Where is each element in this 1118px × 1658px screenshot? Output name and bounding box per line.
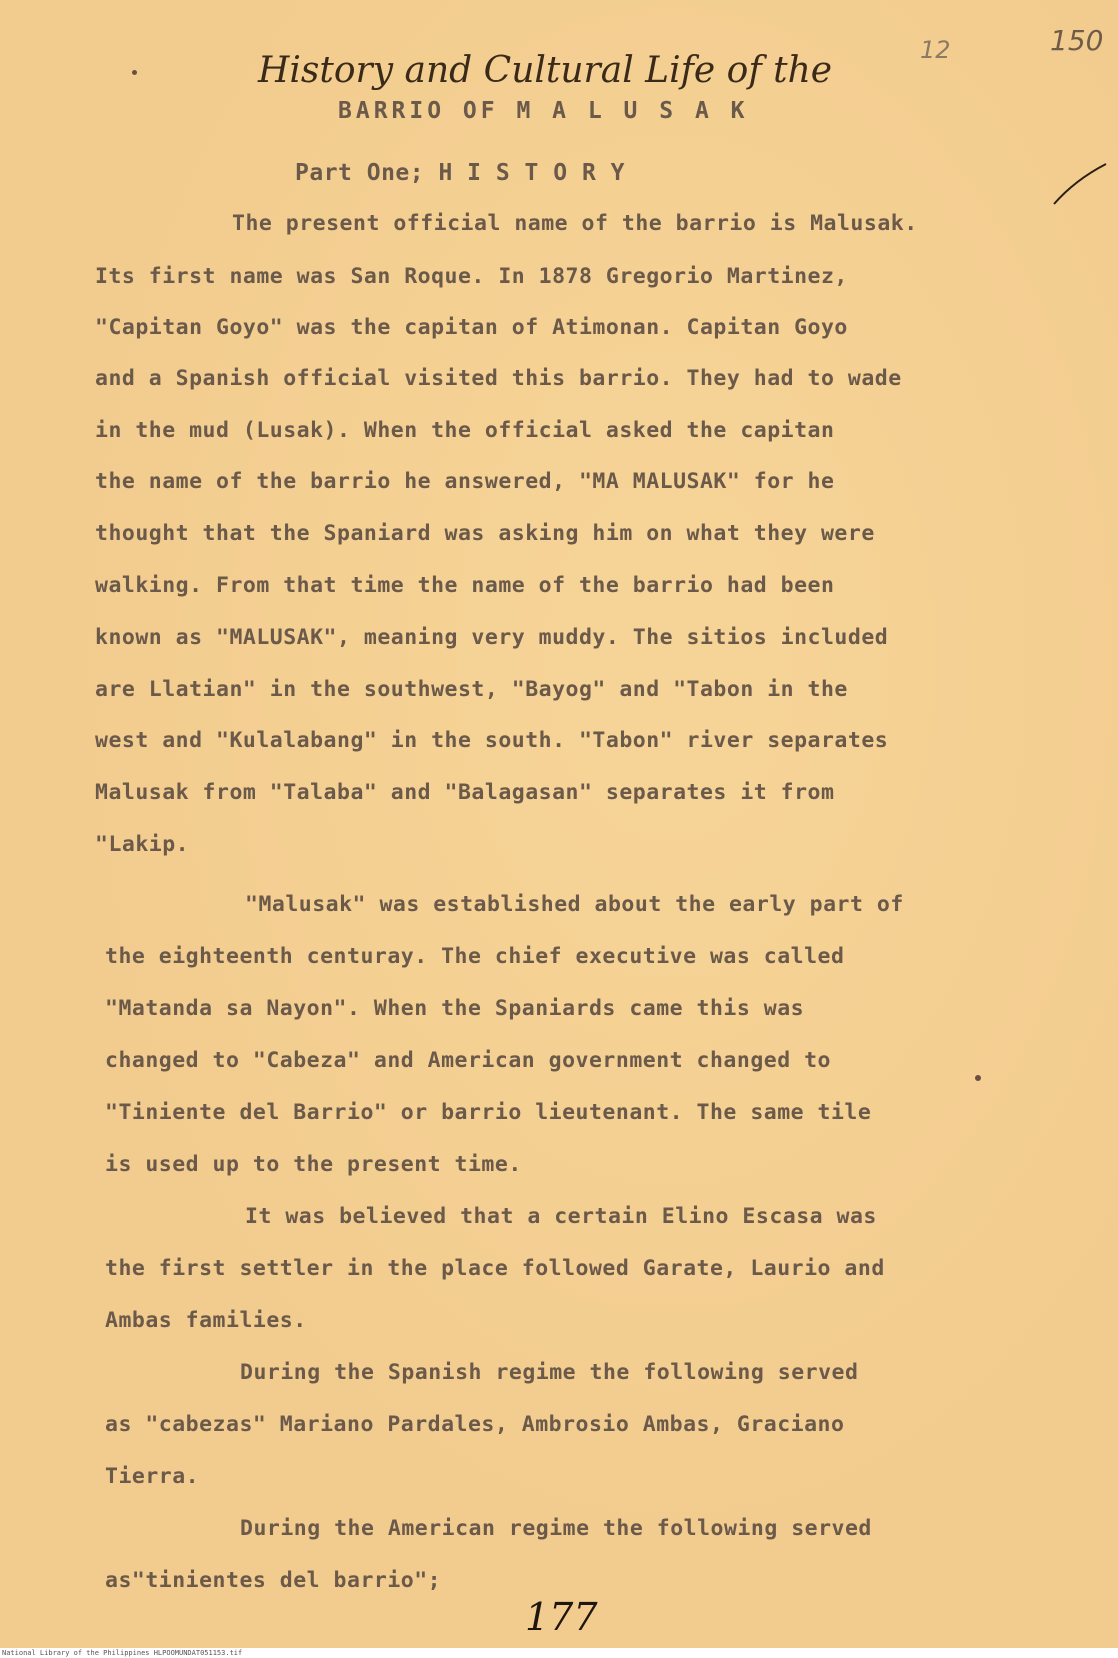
text-line: as "cabezas" Mariano Pardales, Ambrosio Ambas, Graciano [105, 1412, 845, 1437]
text-line: in the mud (Lusak). When the official asked the capitan [95, 418, 835, 443]
pencil-mark-right: 150 [1050, 24, 1104, 57]
text-line: Malusak from "Talaba" and "Balagasan" separates it from [95, 780, 835, 805]
text-line: It was believed that a certain Elino Escasa was [245, 1204, 877, 1229]
text-line: west and "Kulalabang" in the south. "Tabon" river separates [95, 728, 889, 753]
text-line: and a Spanish official visited this barrio. They had to wade [95, 366, 902, 391]
text-line: Tierra. [105, 1464, 200, 1489]
text-line: Its first name was San Roque. In 1878 Gregorio Martinez, [95, 264, 848, 289]
ink-speck [132, 70, 137, 75]
text-line: "Matanda sa Nayon". When the Spaniards came this was [105, 996, 805, 1021]
pencil-mark-left: 12 [920, 36, 951, 64]
text-line: as"tinientes del barrio"; [105, 1568, 442, 1593]
text-line: "Capitan Goyo" was the capitan of Atimonan. Capitan Goyo [95, 315, 848, 340]
text-line: the name of the barrio he answered, "MA MALUSAK" for he [95, 469, 835, 494]
text-line: is used up to the present time. [105, 1152, 522, 1177]
handwritten-page-number: 177 [525, 1595, 598, 1639]
handwritten-title: History and Cultural Life of the [258, 50, 833, 91]
text-line: known as "MALUSAK", meaning very muddy. The sitios included [95, 625, 889, 650]
text-line: the eighteenth centuray. The chief executive was called [105, 944, 845, 969]
text-line: "Tiniente del Barrio" or barrio lieutenant. The same tile [105, 1100, 872, 1125]
text-line: walking. From that time the name of the barrio had been [95, 573, 835, 598]
part-heading: Part One; H I S T O R Y [295, 160, 625, 186]
text-line: changed to "Cabeza" and American government changed to [105, 1048, 831, 1073]
text-line: "Malusak" was established about the early part of [245, 892, 904, 917]
text-line: the first settler in the place followed Garate, Laurio and [105, 1256, 885, 1281]
text-line: thought that the Spaniard was asking him on what they were [95, 521, 875, 546]
pen-stroke-mark [1050, 160, 1110, 210]
text-line: During the American regime the following served [240, 1516, 872, 1541]
document-heading: BARRIO OF M A L U S A K [338, 98, 749, 124]
text-line: The present official name of the barrio is Malusak. [232, 211, 918, 236]
text-line: are Llatian" in the southwest, "Bayog" and "Tabon in the [95, 677, 848, 702]
text-line: Ambas families. [105, 1308, 307, 1333]
text-line: "Lakip. [95, 832, 190, 857]
ink-speck [975, 1075, 981, 1081]
footer-text: National Library of the Philippines HLPOOMUNDAT051153.tif [2, 1649, 243, 1657]
text-line: During the Spanish regime the following served [240, 1360, 859, 1385]
scan-footer [0, 1648, 1118, 1658]
